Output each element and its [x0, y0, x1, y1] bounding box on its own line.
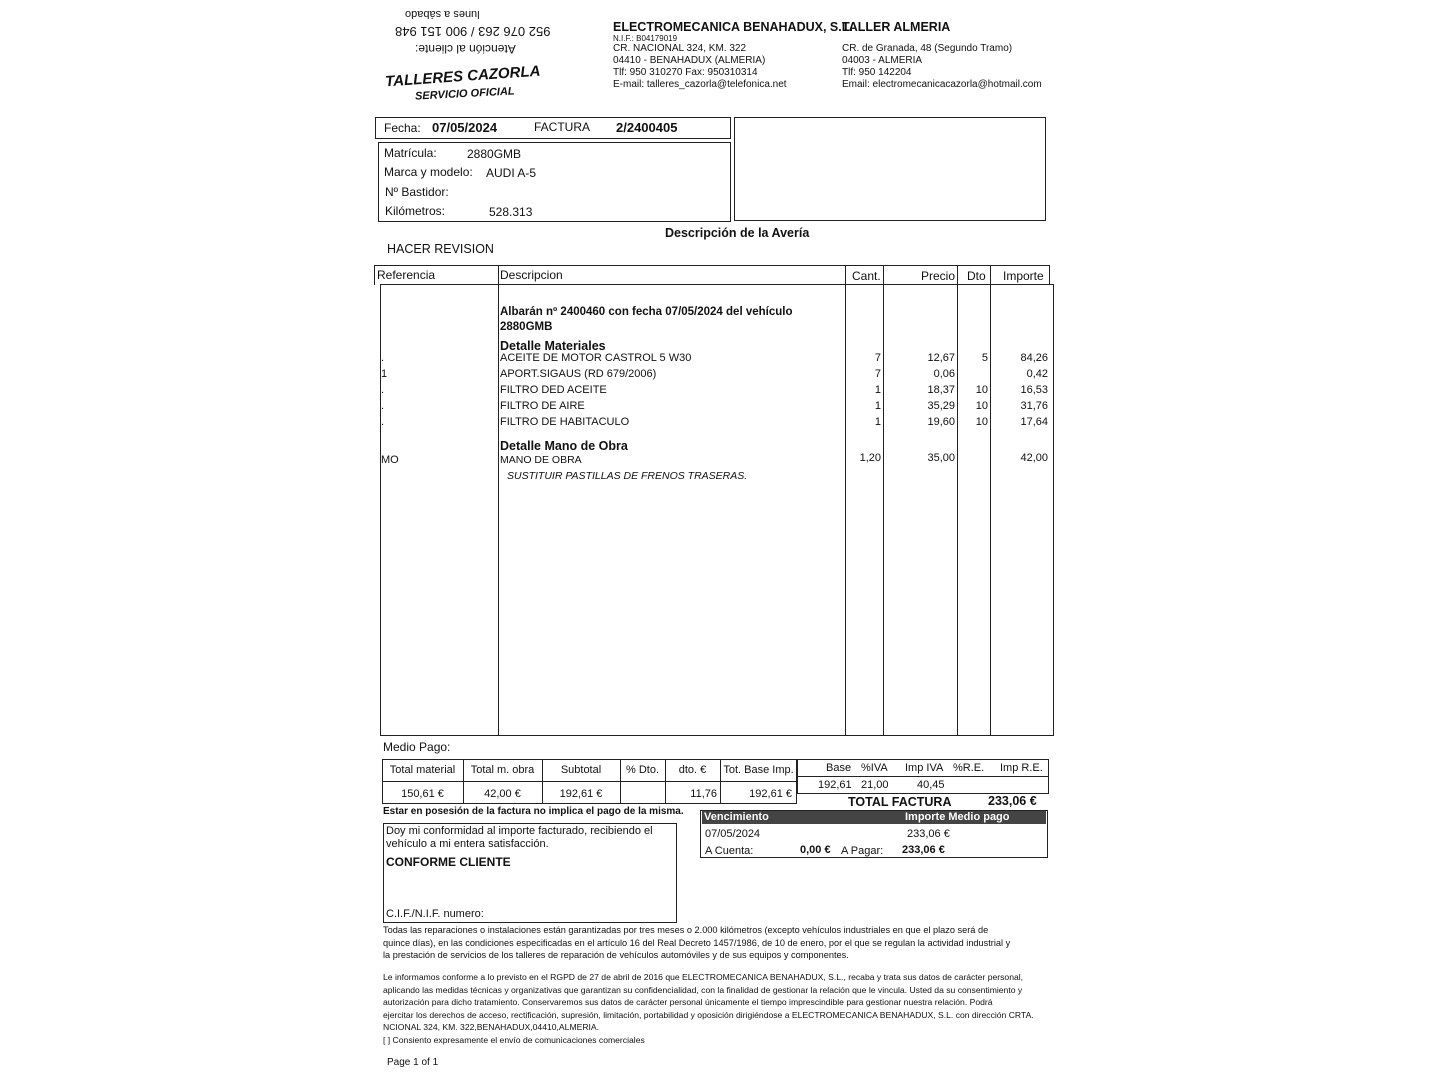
iva-v-base: 192,61 — [818, 779, 852, 791]
material-ref: . — [381, 400, 385, 412]
iva-h-piva: %IVA — [861, 762, 888, 774]
material-ref: . — [381, 416, 385, 428]
tot-h-pdto: % Dto. — [625, 764, 659, 776]
a-pagar-label: A Pagar: — [841, 845, 884, 857]
tot-v-base: 192,61 € — [749, 788, 792, 800]
material-desc: ACEITE DE MOTOR CASTROL 5 W30 — [500, 352, 692, 364]
marca-value: AUDI A-5 — [486, 166, 537, 180]
legal-p2-line1: Le informamos conforme a lo previsto en el RGPD de 27 de abril de 2016 que ELECTROMECANICA BENAHADUX, S.L., recaba y trata sus datos de carácter personal, — [383, 972, 1024, 982]
vencimiento-importe: 233,06 € — [907, 828, 950, 840]
col-divider-precio — [957, 265, 958, 736]
branch-header — [842, 20, 1042, 91]
conforme-text1: Doy mi conformidad al importe facturado, recibiendo el — [386, 825, 653, 837]
tot-h-material: Total material — [389, 764, 456, 776]
invoice-number: 2/2400405 — [616, 120, 678, 135]
branch-email: Email: electromecanicacazorla@hotmail.com — [842, 79, 1042, 90]
material-importe: 31,76 — [1020, 400, 1048, 412]
col-divider-dto — [990, 265, 991, 736]
mano-cant: 1,20 — [859, 452, 881, 464]
th-referencia: Referencia — [377, 268, 436, 282]
vencimiento-header-right: Importe Medio pago — [905, 811, 1010, 823]
col-divider-desc — [845, 265, 846, 736]
stamp-brand: TALLERES CAZORLA — [384, 62, 541, 91]
tot-v-mobra: 42,00 € — [484, 788, 521, 800]
factura-label: FACTURA — [534, 120, 591, 134]
material-importe: 0,42 — [1026, 368, 1048, 380]
conforme-box — [383, 823, 677, 923]
iva-h-pre: %R.E. — [953, 762, 985, 774]
legal-p2-line5: NCIONAL 324, KM. 322,BENAHADUX,04410,ALMERIA. — [383, 1022, 600, 1033]
cif-label: C.I.F./N.I.F. numero: — [386, 908, 484, 920]
legal-guarantee — [383, 924, 1063, 962]
material-cant: 1 — [874, 400, 881, 412]
totals-row-divider — [382, 781, 797, 782]
material-dto: 10 — [975, 416, 988, 428]
company-addr2: 04410 - BENAHADUX (ALMERIA) — [613, 55, 766, 66]
company-name: ELECTROMECANICA BENAHADUX, S.L. — [613, 20, 853, 34]
tot-v-material: 150,61 € — [401, 788, 444, 800]
conforme-text2: vehículo a mi entera satisfacción. — [386, 838, 549, 850]
company-header — [613, 20, 853, 91]
matricula-label: Matrícula: — [384, 146, 437, 160]
tot-h-mobra: Total m. obra — [470, 764, 535, 776]
material-cant: 1 — [874, 384, 881, 396]
mano-note: SUSTITUIR PASTILLAS DE FRENOS TRASERAS. — [507, 470, 748, 482]
legal-p1-line2: quince días), en las condiciones especificadas en el artículo 16 del Real Decreto 1457/1986, de 10 de enero, por el que se regulan la actividad industrial y — [383, 937, 1011, 948]
th-importe: Importe — [1003, 269, 1044, 283]
tot-v-dtoeur: 11,76 — [690, 788, 717, 800]
branch-name: TALLER ALMERIA — [842, 20, 951, 34]
tot-v-subtotal: 192,61 € — [559, 788, 603, 800]
mano-title: Detalle Mano de Obra — [500, 439, 628, 453]
iva-h-base: Base — [826, 762, 852, 774]
material-cant: 7 — [874, 352, 881, 364]
tot-h-base: Tot. Base Imp. — [723, 764, 794, 776]
iva-h-impiva: Imp IVA — [905, 762, 944, 774]
company-phone: Tlf: 950 310270 Fax: 950310314 — [613, 67, 758, 78]
total-factura-value: 233,06 € — [988, 794, 1037, 808]
a-pagar-value: 233,06 € — [902, 844, 945, 856]
invoice-date: 07/05/2024 — [432, 120, 498, 135]
stamp-atencion: Atención al cliente: — [415, 42, 516, 56]
tot-h-dtoeur: dto. € — [678, 764, 707, 776]
material-desc: APORT.SIGAUS (RD 679/2006) — [500, 368, 657, 380]
legal-consent: [ ] Consiento expresamente el envío de comunicaciones comerciales — [383, 1034, 645, 1045]
legal-p2-line2: aplicando las medidas técnicas y organizativas que garantizan su confidencialidad, con la finalidad de gestionar la relación que le vincula. Usted da su consentimiento y — [383, 984, 1023, 995]
posesion-note: Estar en posesión de la factura no implica el pago de la misma. — [383, 806, 684, 817]
iva-v-piva: 21,00 — [861, 779, 889, 791]
material-precio: 35,29 — [927, 400, 955, 412]
material-dto: 5 — [981, 352, 988, 364]
stamp-phones: 952 076 263 / 900 151 948 — [395, 24, 551, 39]
branch-phone: Tlf: 950 142204 — [842, 67, 912, 78]
company-nif: N.I.F.: B04179019 — [613, 34, 678, 43]
invoice-header-box — [375, 117, 731, 139]
material-precio: 12,67 — [927, 352, 955, 364]
material-dto: 10 — [975, 400, 988, 412]
iva-row-divider — [797, 776, 1049, 777]
legal-p1-line3: la prestación de servicios de los talleres de reparación de vehículos automóviles y de sus equipos y componentes. — [383, 950, 849, 961]
km-value: 528.313 — [489, 205, 533, 219]
a-cuenta-label: A Cuenta: — [705, 845, 754, 857]
legal-rgpd — [383, 971, 1073, 1047]
vehicle-box — [378, 142, 731, 222]
averia-text: HACER REVISION — [387, 242, 494, 256]
legal-p1-line1: Todas las reparaciones o instalaciones están garantizadas por tres meses o 2.000 kilómetros (excepto vehículos industriales en que el plazo será de — [383, 925, 989, 935]
tot-h-subtotal: Subtotal — [560, 764, 602, 776]
legal-p2-line4: ejercitar los derechos de acceso, rectificación, supresión, limitación, portabilidad y oposición dirigiéndose a ELECTROMECANICA BENAHADUX, S.L. con dirección CRTA. — [383, 1009, 1034, 1020]
material-desc: FILTRO DED ACEITE — [500, 384, 607, 396]
material-dto: 10 — [975, 384, 988, 396]
th-cant: Cant. — [852, 269, 881, 283]
mano-ref: MO — [381, 454, 399, 466]
material-cant: 7 — [874, 368, 881, 380]
col-divider-ref — [498, 265, 499, 736]
th-dto: Dto — [967, 269, 986, 283]
stamp-oficial: SERVICIO OFICIAL — [414, 85, 515, 103]
company-addr1: CR. NACIONAL 324, KM. 322 — [613, 43, 747, 54]
mano-precio: 35,00 — [927, 452, 955, 464]
albaran-line1: Albarán nº 2400460 con fecha 07/05/2024 del vehículo — [500, 306, 793, 318]
material-precio: 19,60 — [927, 416, 955, 428]
marca-label: Marca y modelo: — [384, 165, 473, 179]
material-importe: 17,64 — [1020, 416, 1048, 428]
fecha-label: Fecha: — [384, 121, 421, 135]
material-ref: 1 — [381, 368, 388, 380]
averia-title: Descripción de la Avería — [665, 226, 810, 240]
col-divider-cant — [883, 265, 884, 736]
albaran-line2: 2880GMB — [500, 321, 553, 333]
vencimiento-fecha: 07/05/2024 — [705, 828, 761, 840]
customer-box — [734, 117, 1046, 221]
mano-desc: MANO DE OBRA — [500, 454, 582, 466]
medio-pago-label: Medio Pago: — [383, 740, 451, 754]
conforme-title: CONFORME CLIENTE — [386, 855, 511, 869]
km-label: Kilómetros: — [385, 204, 446, 218]
vencimiento-header-left: Vencimiento — [704, 811, 769, 823]
branch-addr1: CR. de Granada, 48 (Segundo Tramo) — [842, 43, 1013, 54]
material-desc: FILTRO DE AIRE — [500, 400, 585, 412]
bastidor-label: Nº Bastidor: — [385, 185, 449, 199]
total-factura-label: TOTAL FACTURA — [848, 795, 952, 809]
materiales-title: Detalle Materiales — [500, 339, 606, 353]
company-stamp — [355, 8, 575, 108]
material-desc: FILTRO DE HABITACULO — [500, 416, 630, 428]
page-number: Page 1 of 1 — [387, 1057, 439, 1068]
company-email: E-mail: talleres_cazorla@telefonica.net — [613, 79, 787, 90]
material-precio: 18,37 — [927, 384, 955, 396]
matricula-value: 2880GMB — [467, 147, 522, 161]
branch-addr2: 04003 - ALMERIA — [842, 55, 923, 66]
material-ref: . — [381, 384, 385, 396]
iva-v-impiva: 40,45 — [917, 779, 945, 791]
mano-importe: 42,00 — [1020, 452, 1048, 464]
material-cant: 1 — [874, 416, 881, 428]
material-importe: 84,26 — [1020, 352, 1048, 364]
material-ref: . — [381, 352, 385, 364]
th-descripcion: Descripcion — [500, 268, 563, 282]
legal-p2-line3: autorización para dicho tratamiento. Conservaremos sus datos de carácter personal únicamente el tiempo imprescindible para gestionar nuestra relación. Podrá — [383, 997, 993, 1008]
material-importe: 16,53 — [1020, 384, 1048, 396]
a-cuenta-value: 0,00 € — [800, 844, 831, 856]
material-precio: 0,06 — [933, 368, 955, 380]
th-precio: Precio — [921, 269, 956, 283]
iva-h-impre: Imp R.E. — [1000, 762, 1043, 774]
stamp-hours: lunes a sábado — [405, 8, 480, 20]
